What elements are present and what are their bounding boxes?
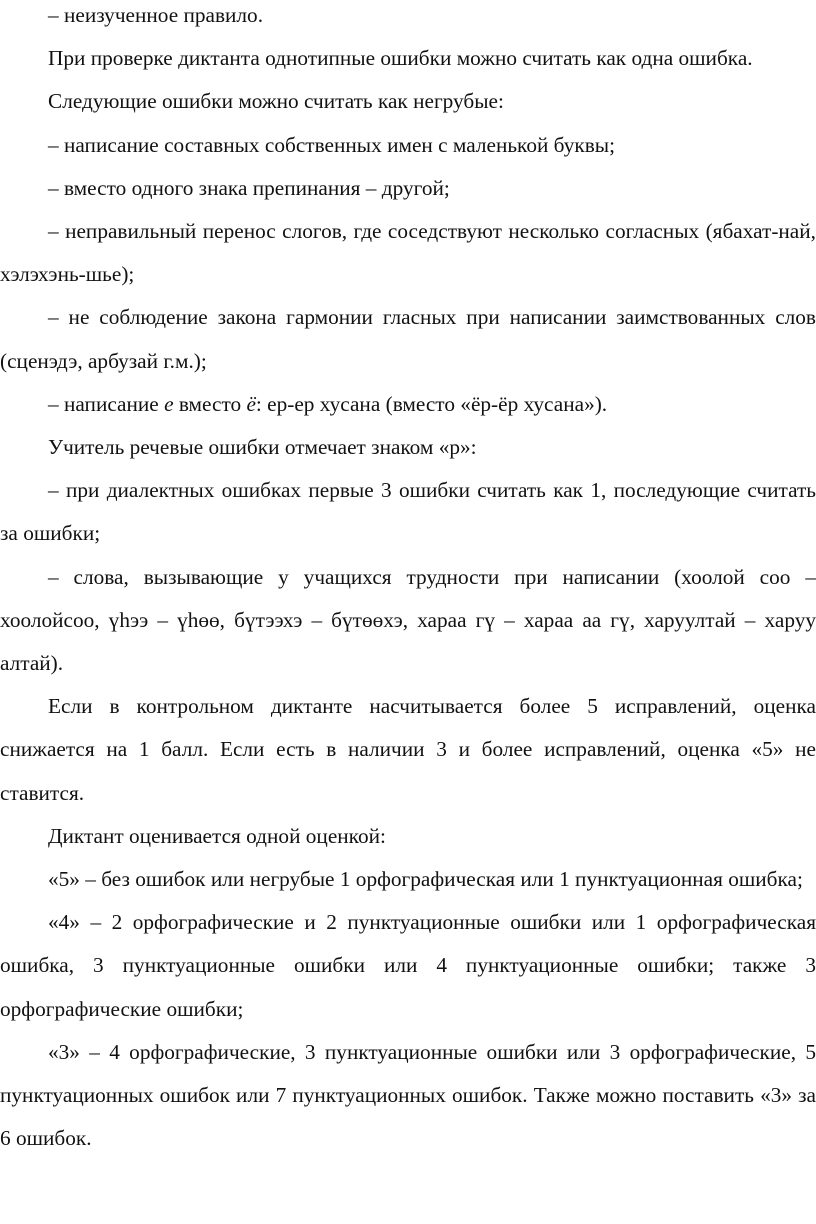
paragraph-dialect-errors: – при диалектных ошибках первые 3 ошибки считать как 1, последующие считать за ошибки; <box>0 478 816 546</box>
paragraph-e-suffix: : ер-ер хусана (вместо «ёр-ёр хусана»). <box>255 391 608 416</box>
paragraph-single-grade: Диктант оценивается одной оценкой: <box>48 823 386 848</box>
paragraph-e-middle: вместо <box>173 391 247 416</box>
paragraph-e-instead-of-yo <box>0 383 816 426</box>
paragraph-punctuation-swap: – вместо одного знака препинания – другой; <box>48 175 450 200</box>
paragraph-vowel-harmony: – не соблюдение закона гармонии гласных при написании заимствованных слов (сценэдэ, арбузай г.м.); <box>0 305 816 373</box>
paragraph-unstudied-rule: – неизученное правило. <box>48 3 264 27</box>
paragraph-same-type-errors: При проверке диктанта однотипные ошибки можно считать как одна ошибка. <box>48 46 753 71</box>
paragraph-proper-names-lowercase: – написание составных собственных имен с маленькой буквы; <box>48 132 615 157</box>
paragraph-e-prefix: – написание <box>48 391 165 416</box>
paragraph-difficult-words: – слова, вызывающие у учащихся трудности при написании (хоолой соо – хоолойсоо, үһээ – үһөө, бүтээхэ – бүтөөхэ, хараа гү – хараа аа гү, харуултай – харуу алтай). <box>0 564 816 676</box>
paragraph-grade-5: «5» – без ошибок или негрубые 1 орфографическая или 1 пунктуационная ошибка; <box>48 867 803 892</box>
paragraph-syllable-hyphenation: – неправильный перенос слогов, где соседствуют несколько согласных (ябахат-най, хэлэхэнь-шье); <box>0 219 816 287</box>
paragraph-grade-4: «4» – 2 орфографические и 2 пунктуационные ошибки или 1 орфографическая ошибка, 3 пунктуационные ошибки или 4 пунктуационные ошибки; также 3 орфографические ошибки; <box>0 910 816 1021</box>
paragraph-grade-3: «3» – 4 орфографические, 3 пунктуационные ошибки или 3 орфографические, 5 пунктуационных ошибок или 7 пунктуационных ошибок. Также можно поставить «3» за 6 ошибок. <box>0 1039 816 1151</box>
paragraph-minor-errors-intro: Следующие ошибки можно считать как негрубые: <box>48 89 504 114</box>
letter-yo: ё <box>246 391 256 416</box>
paragraph-speech-errors-mark: Учитель речевые ошибки отмечает знаком «р»: <box>48 435 477 460</box>
letter-e: е <box>164 391 174 416</box>
paragraph-corrections-rule: Если в контрольном диктанте насчитывается более 5 исправлений, оценка снижается на 1 балл. Если есть в наличии 3 и более исправлений, оценка «5» не ставится. <box>0 694 816 805</box>
